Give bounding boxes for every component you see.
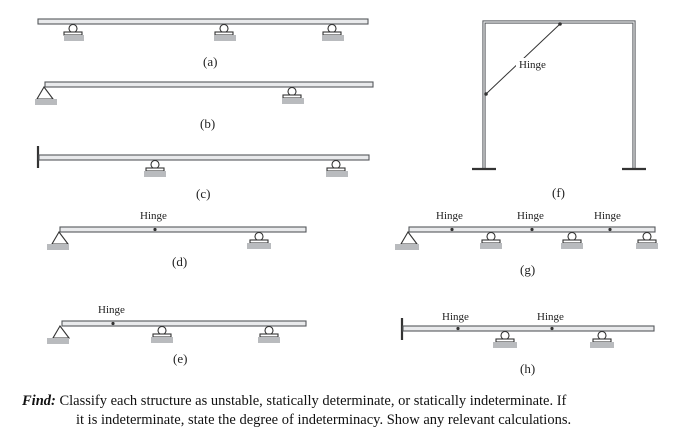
find-text-line1: Classify each structure as unstable, statically determinate, or statically indeterminate. If	[59, 393, 567, 409]
find-instructions	[22, 392, 692, 430]
roller-support-e1	[151, 327, 173, 344]
roller-support-a2	[214, 25, 236, 42]
beam-b	[45, 82, 373, 87]
structure-g	[395, 210, 658, 277]
beam-d	[60, 227, 306, 232]
hinge-label-g1: Hinge	[436, 210, 463, 222]
roller-support-g2	[561, 233, 583, 250]
hinge-label-f: Hinge	[519, 59, 546, 71]
label-b: (b)	[200, 116, 216, 131]
label-a: (a)	[203, 54, 218, 69]
hinge-d	[153, 228, 156, 231]
hinge-f1	[484, 92, 488, 96]
roller-support-h1	[493, 332, 517, 349]
roller-support-a3	[322, 25, 344, 42]
pin-support-e	[47, 326, 69, 344]
hinge-label-h1: Hinge	[442, 311, 469, 323]
label-e: (e)	[173, 351, 188, 366]
hinge-label-h2: Hinge	[537, 311, 564, 323]
structure-f	[472, 22, 646, 200]
label-d: (d)	[172, 254, 188, 269]
hinge-g1	[450, 228, 453, 231]
label-h: (h)	[520, 361, 536, 376]
structure-a	[38, 19, 368, 69]
structure-h	[402, 311, 654, 376]
structure-e	[47, 304, 306, 366]
roller-support-g3	[636, 233, 658, 250]
hinge-label-g2: Hinge	[517, 210, 544, 222]
roller-support-b	[282, 88, 304, 105]
pin-support-b	[35, 87, 57, 105]
label-c: (c)	[196, 186, 211, 201]
hinge-g3	[608, 228, 611, 231]
beam-h	[403, 326, 654, 331]
hinge-h2	[550, 327, 553, 330]
hinge-label-g3: Hinge	[594, 210, 621, 222]
hinge-g2	[530, 228, 533, 231]
pin-support-g	[395, 232, 419, 250]
structure-c	[38, 146, 369, 201]
hinge-f2	[558, 22, 562, 26]
beam-a	[38, 19, 368, 24]
roller-support-c1	[144, 161, 166, 178]
hinge-label-e: Hinge	[98, 304, 125, 316]
pin-support-d	[47, 232, 69, 250]
find-label: Find:	[22, 393, 56, 409]
hinge-e	[111, 322, 114, 325]
roller-support-c2	[326, 161, 348, 178]
roller-support-d	[247, 233, 271, 250]
roller-support-g1	[480, 233, 502, 250]
structure-d	[47, 210, 306, 269]
structure-b	[35, 82, 373, 131]
roller-support-a1	[64, 25, 84, 42]
frame-f	[484, 22, 634, 168]
hinge-h1	[456, 327, 459, 330]
hinge-label-d: Hinge	[140, 210, 167, 222]
label-f: (f)	[552, 185, 565, 200]
label-g: (g)	[520, 262, 536, 277]
roller-support-e2	[258, 327, 280, 344]
roller-support-h2	[590, 332, 614, 349]
find-text-line2: it is indeterminate, state the degree of indeterminacy. Show any relevant calculations.	[76, 412, 572, 428]
beam-e	[62, 321, 306, 326]
beam-c	[39, 155, 369, 160]
